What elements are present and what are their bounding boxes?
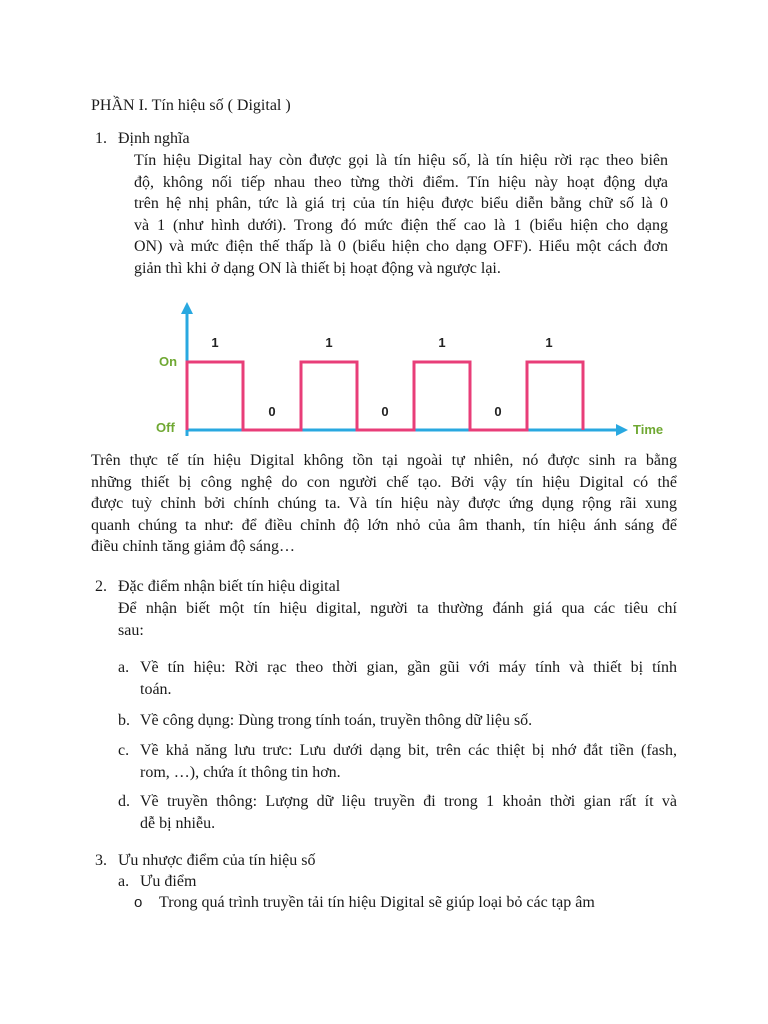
section2-title: Đặc điểm nhận biết tín hiệu digital: [118, 578, 341, 595]
section1-paragraph: [134, 150, 668, 280]
section1-title: Định nghĩa: [118, 130, 190, 147]
criteria-marker-c: c.: [118, 742, 130, 759]
criteria-line: Về khả năng lưu trưc: Lưu dưới dạng bit, trên các thiệt bị nhớ đắt tiền (fash,: [140, 742, 677, 759]
bit-label: 0: [381, 404, 389, 419]
bit-label: 1: [211, 335, 219, 350]
criteria-line: toán.: [140, 680, 172, 698]
bit-label: 1: [325, 335, 333, 350]
section3-bullet-text: Trong quá trình truyền tải tín hiệu Digital sẽ giúp loại bỏ các tạp âm: [159, 894, 595, 911]
bit-label: 1: [438, 335, 446, 350]
section1-line: và 1 (như hình dưới). Trong đó mức điện thế cao là 1 (biểu hiện cho dạng: [134, 216, 668, 234]
criteria-marker-a: a.: [118, 659, 130, 676]
y-axis-arrow-icon: [181, 302, 193, 314]
section3-title: Ưu nhược điểm của tín hiệu số: [118, 852, 316, 869]
section3-sub-marker: a.: [118, 873, 130, 890]
criteria-line: dễ bị nhiễu.: [140, 814, 216, 832]
criteria-marker-d: d.: [118, 793, 130, 810]
criteria-item-c: [140, 740, 677, 783]
criteria-marker-b: b.: [118, 712, 130, 729]
section2-number: 2.: [95, 578, 107, 595]
bit-label: 1: [545, 335, 553, 350]
paragraph-2-line: những thiết bị công nghệ do con người chế tạo. Bởi vậy tín hiệu Digital có thể: [91, 473, 677, 491]
section3-sub-title: Ưu điểm: [140, 873, 197, 890]
time-label: Time: [633, 422, 664, 437]
criteria-item-d: [140, 791, 677, 834]
bit-label: 0: [494, 404, 502, 419]
page-heading: PHẦN I. Tín hiệu số ( Digital ): [91, 97, 291, 114]
paragraph-2-line: quanh chúng ta như: để điều chỉnh độ lớn nhỏ của âm thanh, tín hiệu ánh sáng để: [91, 516, 677, 534]
criteria-line: Về truyền thông: Lượng dữ liệu truyền đi trong 1 khoản thời gian rất ít và: [140, 793, 677, 810]
paragraph-2: [91, 450, 677, 558]
off-label: Off: [156, 420, 175, 435]
section1-number: 1.: [95, 130, 107, 147]
section1-line: ON) và mức điện thế thấp là 0 (biểu hiện cho dạng OFF). Hiểu một cách đơn: [134, 238, 668, 256]
paragraph-2-line: được tuỳ chỉnh bởi chính chúng ta. Và tín hiệu này được ứng dụng rộng rãi xung: [91, 495, 677, 513]
section1-line: trên hệ nhị phân, tức là giá trị của tín hiệu được biểu diễn bằng chữ số là 0: [134, 195, 668, 213]
bit-label: 0: [268, 404, 276, 419]
section2-intro-line: sau:: [118, 621, 144, 639]
square-wave: [187, 362, 583, 430]
criteria-line: Về công dụng: Dùng trong tính toán, truyền thông dữ liệu số.: [140, 712, 533, 729]
bullet-marker-icon: o: [134, 894, 143, 911]
section1-line: giản thì khi ở dạng ON là thiết bị hoạt động và ngược lại.: [134, 259, 501, 277]
criteria-item-b: [140, 710, 677, 732]
paragraph-2-line: điều chỉnh tăng giảm độ sáng…: [91, 538, 295, 556]
paragraph-2-line: Trên thực tế tín hiệu Digital không tồn tại ngoài tự nhiên, nó được sinh ra bằng: [91, 452, 677, 469]
criteria-item-a: [140, 657, 677, 700]
criteria-line: Về tín hiệu: Rời rạc theo thời gian, gần gũi với máy tính và thiết bị tính: [140, 659, 677, 676]
on-label: On: [159, 354, 178, 369]
section1-line: độ, không nối tiếp nhau theo từng thời điểm. Tín hiệu này hoạt động dựa: [134, 173, 668, 191]
section1-line: Tín hiệu Digital hay còn được gọi là tín hiệu số, là tín hiệu rời rạc theo biên: [134, 152, 668, 169]
x-axis-arrow-icon: [616, 424, 628, 436]
criteria-line: rom, …), chứa ít thông tin hơn.: [140, 763, 341, 781]
digital-signal-figure: [150, 300, 680, 445]
section2-intro: [118, 598, 677, 641]
section3-number: 3.: [95, 852, 107, 869]
section2-intro-line: Để nhận biết một tín hiệu digital, người ta thường đánh giá qua các tiêu chí: [118, 600, 677, 617]
